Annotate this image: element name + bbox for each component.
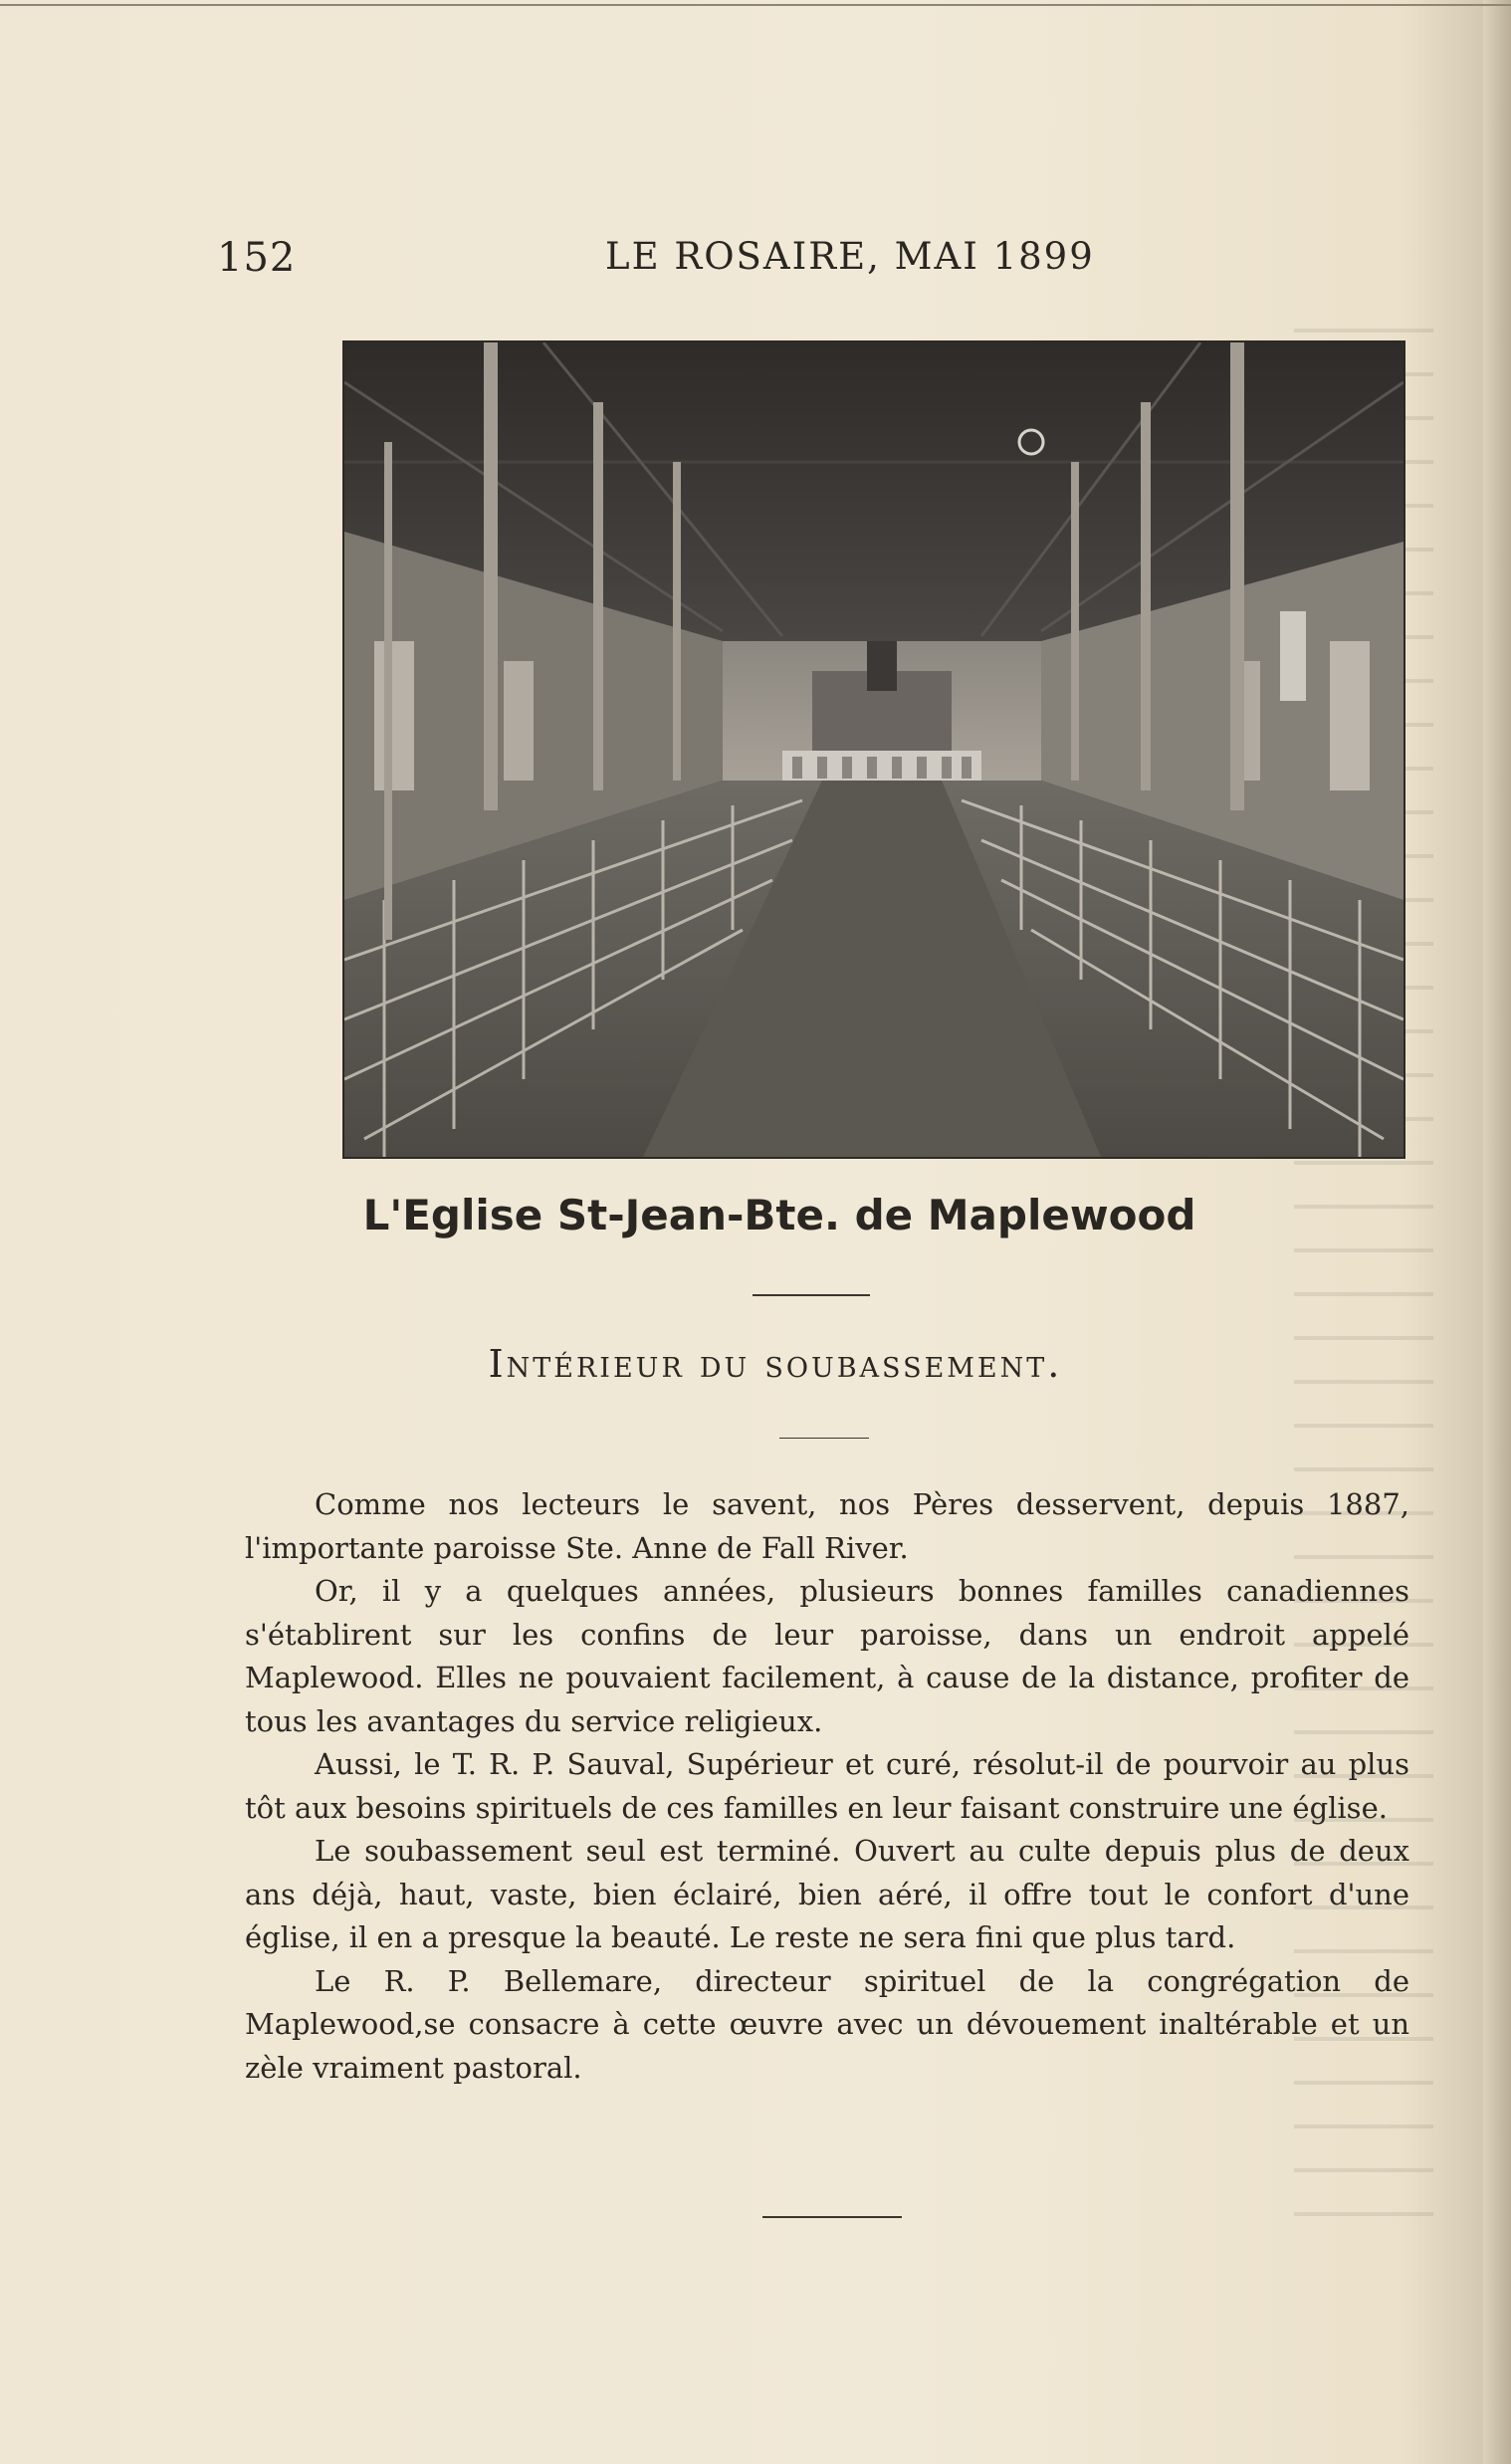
running-head xyxy=(217,235,1411,291)
page-number: 152 xyxy=(217,235,297,281)
article-body xyxy=(245,1483,1409,2090)
paragraph: Or, il y a quelques années, plusieurs bonnes familles canadiennes s'établirent sur les confins de leur paroisse, dans un endroit appelé Maplewood. Elles ne pouvaient facilement, à cause de la distance, profiter de tous les avantages du service religieux. xyxy=(245,1574,1409,1738)
journal-title: LE ROSAIRE, MAI 1899 xyxy=(605,235,1095,278)
paragraph: Aussi, le T. R. P. Sauval, Supérieur et curé, résolut-il de pourvoir au plus tôt aux besoins spirituels de ces familles en leur faisant construire une église. xyxy=(245,1747,1409,1825)
paragraph: Le soubassement seul est terminé. Ouvert au culte depuis plus de deux ans déjà, haut, vaste, bien éclairé, bien aéré, il offre tout le confort d'une église, il en a presque la beauté. Le reste ne sera fini que plus tard. xyxy=(245,1834,1409,1954)
paragraph: Le R. P. Bellemare, directeur spirituel de la congrégation de Maplewood,se consacre à cette œuvre avec un dévouement inaltérable et un zèle vraiment pastoral. xyxy=(245,1963,1409,2085)
paragraph: Comme nos lecteurs le savent, nos Pères desservent, depuis 1887, l'importante paroisse Ste. Anne de Fall River. xyxy=(245,1487,1409,1565)
church-interior-photo xyxy=(342,340,1405,1159)
caption-rule xyxy=(753,1294,870,1296)
photograph-church-interior-icon xyxy=(344,342,1403,1157)
top-rule xyxy=(0,4,1511,6)
subtitle: Intérieur du soubassement. xyxy=(488,1342,1063,1386)
closing-rule xyxy=(762,2216,902,2218)
subtitle-rule xyxy=(779,1438,869,1439)
photo-caption: L'Eglise St-Jean-Bte. de Maplewood xyxy=(362,1191,1196,1239)
